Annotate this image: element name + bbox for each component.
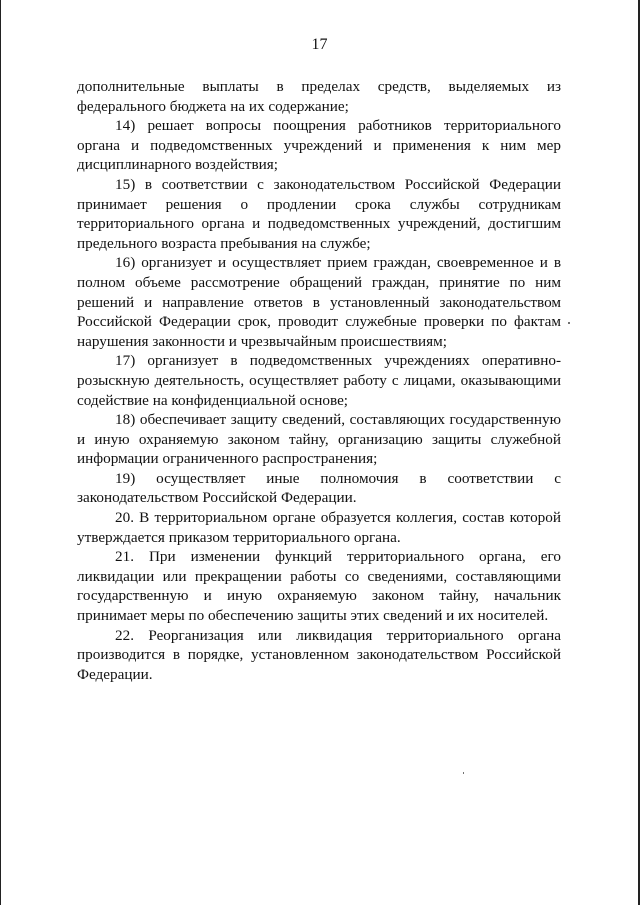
- paragraph-continuation: дополнительные выплаты в пределах средств, выделяемых из федерального бюджета на их содержание;: [77, 78, 561, 115]
- paragraph-item-16: 16) организует и осуществляет прием граждан, своевременное и в полном объеме рассмотрение обращений граждан, принятие по ним решений и направление ответов в установленный законодательством Российской Федерации срок, проводит служебные проверки по фактам нарушения законности и чрезвычайным происшествиям;: [77, 254, 561, 350]
- paragraph-item-14: 14) решает вопросы поощрения работников территориального органа и подведомственных учреждений и применения к ним мер дисциплинарного воздействия;: [77, 117, 561, 174]
- paragraph-item-18: 18) обеспечивает защиту сведений, составляющих государственную и иную охраняемую законом тайну, организацию защиты служебной информации ограниченного распространения;: [77, 411, 561, 468]
- scan-speck: [463, 772, 464, 774]
- paragraph-item-19: 19) осуществляет иные полномочия в соответствии с законодательством Российской Федерации.: [77, 469, 561, 507]
- paragraph-item-15: 15) в соответствии с законодательством Российской Федерации принимает решения о продлении срока службы сотрудникам территориального органа и подведомственных учреждений, достигшим предельного возраста пребывания на службе;: [77, 175, 561, 252]
- scan-speck: [568, 322, 570, 324]
- document-body: [77, 77, 561, 684]
- paragraph-item-17: 17) организует в подведомственных учреждениях оперативно-розыскную деятельность, осуществляет работу с лицами, оказывающими содействие на конфиденциальной основе;: [77, 352, 561, 409]
- paragraph-section-21: 21. При изменении функций территориального органа, его ликвидации или прекращении работы со сведениями, составляющими государственную и иную охраняемую законом тайну, начальник принимает меры по обеспечению защиты этих сведений и их носителей.: [77, 548, 561, 625]
- page-number: 17: [311, 36, 328, 53]
- paragraph-section-22: 22. Реорганизация или ликвидация территориального органа производится в порядке, установленном законодательством Российской Федерации.: [77, 626, 561, 683]
- paragraph-section-20: 20. В территориальном органе образуется коллегия, состав которой утверждается приказом территориального органа.: [77, 509, 561, 546]
